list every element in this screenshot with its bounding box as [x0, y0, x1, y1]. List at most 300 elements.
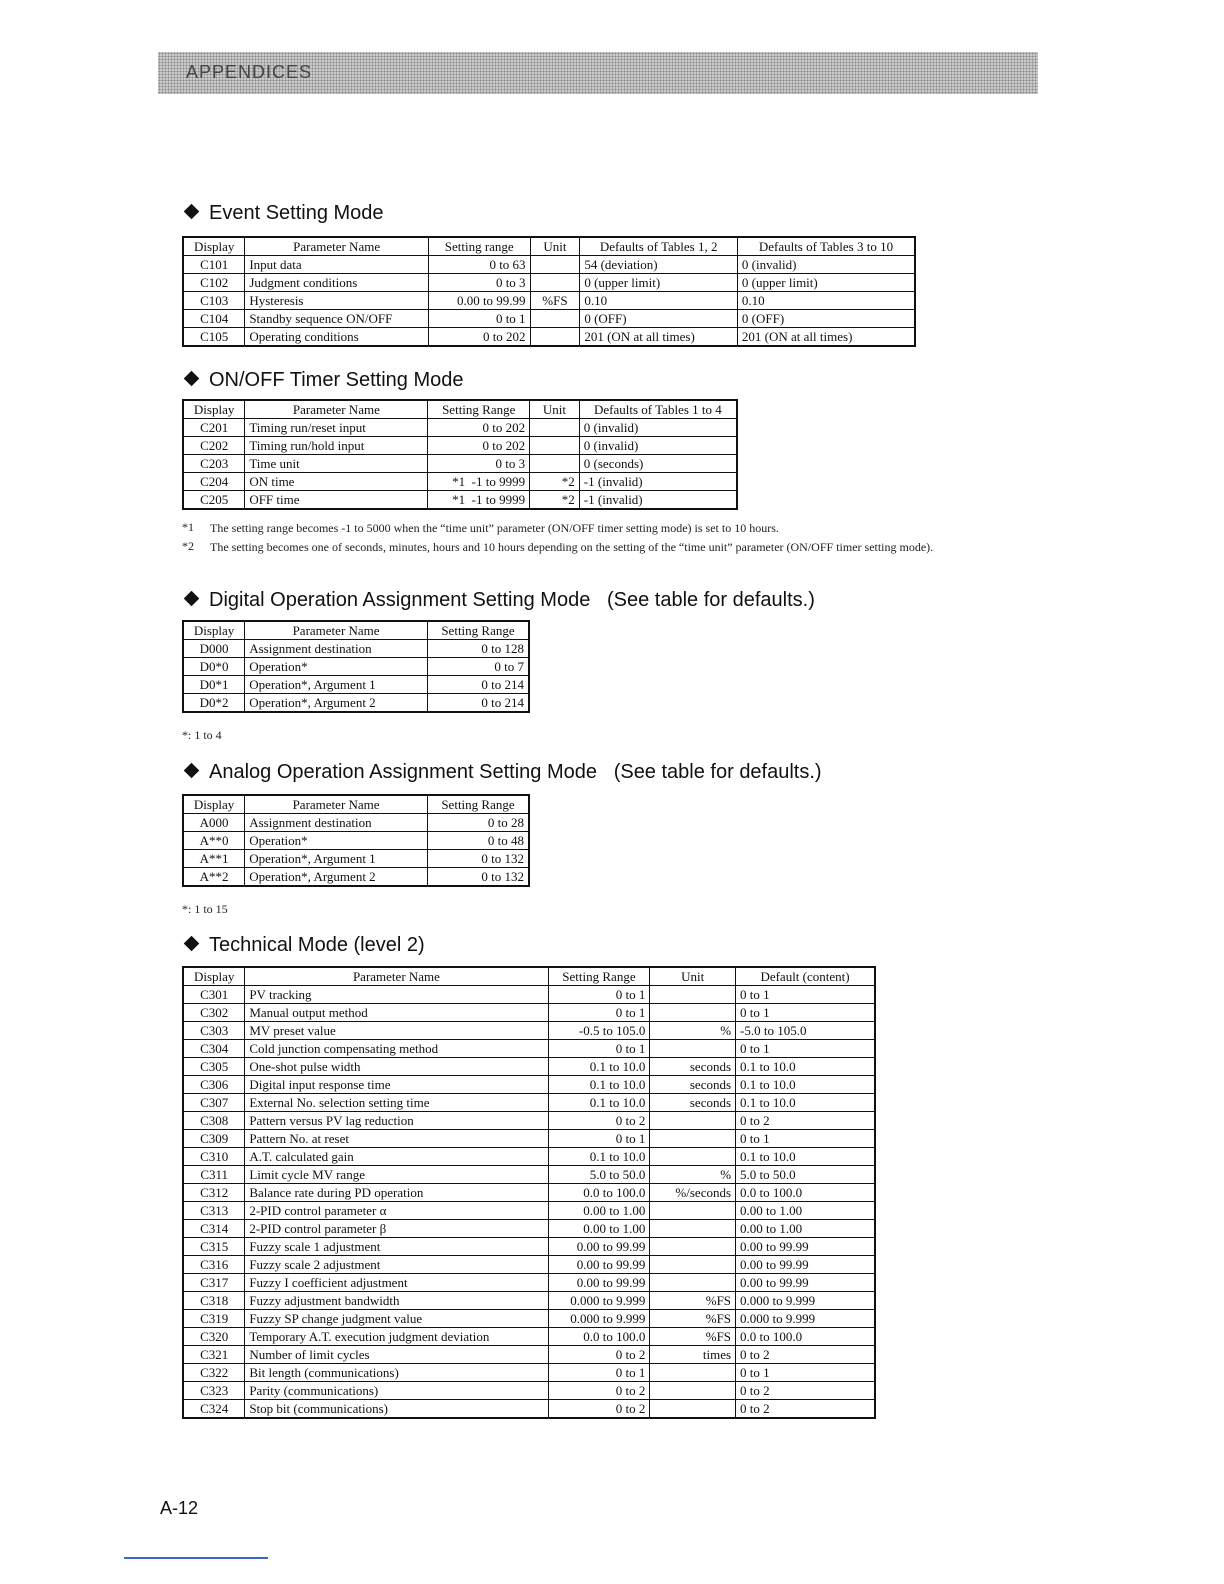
table-cell: 0 to 1 — [548, 1130, 650, 1148]
table-cell: 0 (upper limit) — [737, 274, 915, 292]
timer-section-title — [182, 369, 464, 392]
table-cell: *1 -1 to 9999 — [428, 491, 530, 510]
table-cell: 0 to 2 — [736, 1112, 875, 1130]
table-row — [183, 814, 529, 832]
table-cell: 0 (invalid) — [579, 437, 737, 455]
table-cell: C301 — [183, 986, 245, 1004]
table-cell: C205 — [183, 491, 245, 510]
table-cell: C319 — [183, 1310, 245, 1328]
digital-title-text: Digital Operation Assignment Setting Mode (See table for defaults.) — [209, 589, 815, 611]
table-cell: 0 to 202 — [428, 328, 530, 347]
table-cell: 0 to 214 — [427, 676, 529, 694]
table-row — [183, 676, 529, 694]
digital-assignment-table — [182, 620, 530, 713]
table-cell: *1 -1 to 9999 — [428, 473, 530, 491]
table-cell: 0 (seconds) — [579, 455, 737, 473]
table-cell: A**0 — [183, 832, 245, 850]
footnote-text: The setting range becomes -1 to 5000 when the “time unit” parameter (ON/OFF timer setting mode) is set to 10 hours. — [210, 521, 779, 535]
analog-note: *: 1 to 15 — [182, 902, 228, 916]
table-cell: 0.1 to 10.0 — [736, 1094, 875, 1112]
table-cell: 0 to 132 — [427, 850, 529, 868]
event-title-text: Event Setting Mode — [209, 202, 384, 224]
footnote-mark: *2 — [182, 539, 194, 553]
table-cell: 0 (invalid) — [737, 256, 915, 274]
table-row — [183, 1274, 875, 1292]
table-cell: A.T. calculated gain — [245, 1148, 548, 1166]
table-cell: %FS — [530, 292, 580, 310]
table-cell: 0 to 2 — [736, 1382, 875, 1400]
table-cell: 0.1 to 10.0 — [548, 1076, 650, 1094]
table-cell: 0 to 1 — [736, 1040, 875, 1058]
table-cell: 0.00 to 1.00 — [736, 1220, 875, 1238]
table-cell: 201 (ON at all times) — [737, 328, 915, 347]
table-row — [183, 1256, 875, 1274]
table-cell: 2-PID control parameter α — [245, 1202, 548, 1220]
table-cell: 0.000 to 9.999 — [548, 1292, 650, 1310]
table-cell: Operation* — [245, 832, 428, 850]
table-cell: C203 — [183, 455, 245, 473]
table-cell: Pattern versus PV lag reduction — [245, 1112, 548, 1130]
table-cell: -1 (invalid) — [579, 473, 737, 491]
header-row — [183, 237, 915, 256]
table-row — [183, 1004, 875, 1022]
event-section-title — [182, 202, 384, 225]
table-cell: D0*2 — [183, 694, 245, 713]
table-cell: C311 — [183, 1166, 245, 1184]
table-cell — [650, 1364, 736, 1382]
table-row — [183, 274, 915, 292]
table-cell: C308 — [183, 1112, 245, 1130]
bottom-divider — [124, 1557, 268, 1559]
table-cell: 0 to 7 — [427, 658, 529, 676]
table-cell: 54 (deviation) — [580, 256, 738, 274]
table-cell: 201 (ON at all times) — [580, 328, 738, 347]
table-row — [183, 419, 737, 437]
table-cell: 0 to 2 — [736, 1400, 875, 1419]
column-header: Display — [183, 795, 245, 814]
table-cell — [650, 1256, 736, 1274]
table-cell: 5.0 to 50.0 — [736, 1166, 875, 1184]
table-cell: -5.0 to 105.0 — [736, 1022, 875, 1040]
table-cell: C303 — [183, 1022, 245, 1040]
table-row — [183, 328, 915, 347]
technical-mode-table — [182, 966, 876, 1419]
table-cell: *2 — [530, 473, 580, 491]
diamond-bullet-icon — [184, 591, 200, 607]
table-cell: C204 — [183, 473, 245, 491]
table-cell: 0 to 1 — [736, 1004, 875, 1022]
table-row — [183, 1400, 875, 1419]
table-cell: 0.1 to 10.0 — [548, 1058, 650, 1076]
table-cell: 0.0 to 100.0 — [736, 1184, 875, 1202]
table-cell: C317 — [183, 1274, 245, 1292]
table-cell: C105 — [183, 328, 245, 347]
table-cell — [530, 328, 580, 347]
table-row — [183, 868, 529, 887]
table-row — [183, 473, 737, 491]
table-cell — [650, 1382, 736, 1400]
table-cell — [650, 1040, 736, 1058]
table-cell: 0.10 — [580, 292, 738, 310]
table-cell: 0 (upper limit) — [580, 274, 738, 292]
table-cell: MV preset value — [245, 1022, 548, 1040]
table-cell: 5.0 to 50.0 — [548, 1166, 650, 1184]
table-cell — [650, 1202, 736, 1220]
table-cell: 0 to 1 — [736, 986, 875, 1004]
table-cell: seconds — [650, 1058, 736, 1076]
table-cell: 0.0 to 100.0 — [548, 1184, 650, 1202]
footnote-mark: *1 — [182, 520, 194, 534]
table-cell — [530, 437, 580, 455]
column-header: Display — [183, 237, 245, 256]
table-cell: 0.1 to 10.0 — [548, 1094, 650, 1112]
table-cell: Stop bit (communications) — [245, 1400, 548, 1419]
table-cell: OFF time — [245, 491, 428, 510]
table-row — [183, 850, 529, 868]
header-row — [183, 400, 737, 419]
table-cell: 0 (invalid) — [579, 419, 737, 437]
table-row — [183, 1130, 875, 1148]
column-header: Display — [183, 400, 245, 419]
table-cell: 0.000 to 9.999 — [548, 1310, 650, 1328]
table-cell: C324 — [183, 1400, 245, 1419]
table-cell: Judgment conditions — [245, 274, 429, 292]
table-cell: Manual output method — [245, 1004, 548, 1022]
column-header: Setting range — [428, 237, 530, 256]
table-cell: Operation*, Argument 1 — [245, 850, 428, 868]
digital-section-title — [182, 589, 815, 612]
timer-setting-table — [182, 399, 738, 510]
table-cell: Timing run/hold input — [245, 437, 428, 455]
table-cell: 0 to 214 — [427, 694, 529, 713]
table-cell: 0 to 1 — [736, 1130, 875, 1148]
table-row — [183, 310, 915, 328]
table-cell: Fuzzy scale 2 adjustment — [245, 1256, 548, 1274]
table-cell: %/seconds — [650, 1184, 736, 1202]
table-row — [183, 986, 875, 1004]
column-header: Display — [183, 967, 245, 986]
table-row — [183, 658, 529, 676]
table-row — [183, 1166, 875, 1184]
table-cell: C315 — [183, 1238, 245, 1256]
analog-section-title — [182, 761, 822, 784]
table-row — [183, 1022, 875, 1040]
table-row — [183, 491, 737, 510]
table-cell: Digital input response time — [245, 1076, 548, 1094]
table-cell: C103 — [183, 292, 245, 310]
column-header: Parameter Name — [245, 795, 428, 814]
table-row — [183, 1184, 875, 1202]
table-cell: 0 to 2 — [548, 1346, 650, 1364]
table-cell: C314 — [183, 1220, 245, 1238]
technical-title-text: Technical Mode (level 2) — [209, 934, 425, 956]
table-row — [183, 437, 737, 455]
header-bar — [158, 52, 1038, 94]
table-cell — [650, 1220, 736, 1238]
diamond-bullet-icon — [184, 204, 200, 220]
table-cell: Limit cycle MV range — [245, 1166, 548, 1184]
table-cell: 0.00 to 99.99 — [736, 1256, 875, 1274]
table-cell: Operation*, Argument 2 — [245, 694, 428, 713]
table-cell: C313 — [183, 1202, 245, 1220]
table-row — [183, 1094, 875, 1112]
header-label: APPENDICES — [186, 62, 313, 82]
table-cell — [530, 455, 580, 473]
header-row — [183, 967, 875, 986]
table-cell — [650, 1130, 736, 1148]
table-row — [183, 1364, 875, 1382]
table-cell: Operation* — [245, 658, 428, 676]
table-cell: Operating conditions — [245, 328, 429, 347]
table-row — [183, 1382, 875, 1400]
digital-note: *: 1 to 4 — [182, 728, 222, 742]
column-header: Setting Range — [428, 400, 530, 419]
table-cell: A000 — [183, 814, 245, 832]
column-header: Defaults of Tables 1, 2 — [580, 237, 738, 256]
diamond-bullet-icon — [184, 763, 200, 779]
table-cell: 0 (OFF) — [737, 310, 915, 328]
table-cell: 0 to 1 — [548, 986, 650, 1004]
table-cell: C318 — [183, 1292, 245, 1310]
table-cell: Cold junction compensating method — [245, 1040, 548, 1058]
table-cell: %FS — [650, 1292, 736, 1310]
table-cell: C322 — [183, 1364, 245, 1382]
table-cell: One-shot pulse width — [245, 1058, 548, 1076]
table-cell: 0.0 to 100.0 — [548, 1328, 650, 1346]
analog-assignment-table — [182, 794, 530, 887]
table-cell: 0 to 1 — [548, 1364, 650, 1382]
table-cell: Bit length (communications) — [245, 1364, 548, 1382]
column-header: Display — [183, 621, 245, 640]
table-cell — [530, 274, 580, 292]
column-header: Setting Range — [427, 621, 529, 640]
table-cell — [650, 986, 736, 1004]
table-cell: A**2 — [183, 868, 245, 887]
table-cell: 0 to 1 — [736, 1364, 875, 1382]
table-cell: Pattern No. at reset — [245, 1130, 548, 1148]
timer-title-text: ON/OFF Timer Setting Mode — [209, 369, 464, 391]
table-cell: D0*1 — [183, 676, 245, 694]
table-cell: 0.10 — [737, 292, 915, 310]
header-row — [183, 795, 529, 814]
table-cell: 0 to 1 — [428, 310, 530, 328]
table-cell: D0*0 — [183, 658, 245, 676]
table-cell: Parity (communications) — [245, 1382, 548, 1400]
table-cell: C101 — [183, 256, 245, 274]
table-cell: 2-PID control parameter β — [245, 1220, 548, 1238]
table-row — [183, 256, 915, 274]
header-row — [183, 621, 529, 640]
table-row — [183, 1292, 875, 1310]
table-cell: Time unit — [245, 455, 428, 473]
table-cell: 0 to 202 — [428, 437, 530, 455]
table-row — [183, 1346, 875, 1364]
table-cell: 0.00 to 99.99 — [428, 292, 530, 310]
table-cell: Balance rate during PD operation — [245, 1184, 548, 1202]
table-cell: 0.00 to 1.00 — [548, 1220, 650, 1238]
table-cell: 0.00 to 99.99 — [548, 1256, 650, 1274]
table-cell: 0 to 3 — [428, 455, 530, 473]
table-row — [183, 1040, 875, 1058]
table-cell: A**1 — [183, 850, 245, 868]
table-cell: Assignment destination — [245, 814, 428, 832]
table-cell: C321 — [183, 1346, 245, 1364]
table-cell: 0 to 2 — [736, 1346, 875, 1364]
table-cell: Fuzzy SP change judgment value — [245, 1310, 548, 1328]
table-cell: 0.1 to 10.0 — [736, 1076, 875, 1094]
table-cell: 0 (OFF) — [580, 310, 738, 328]
table-row — [183, 1058, 875, 1076]
table-cell: Hysteresis — [245, 292, 429, 310]
diamond-bullet-icon — [184, 936, 200, 952]
table-row — [183, 1238, 875, 1256]
table-cell: C309 — [183, 1130, 245, 1148]
table-cell: % — [650, 1022, 736, 1040]
table-cell: 0 to 132 — [427, 868, 529, 887]
table-cell: 0 to 202 — [428, 419, 530, 437]
column-header: Defaults of Tables 3 to 10 — [737, 237, 915, 256]
table-row — [183, 455, 737, 473]
column-header: Parameter Name — [245, 400, 428, 419]
table-cell: 0.0 to 100.0 — [736, 1328, 875, 1346]
table-cell: seconds — [650, 1076, 736, 1094]
table-cell: 0 to 128 — [427, 640, 529, 658]
table-cell: Standby sequence ON/OFF — [245, 310, 429, 328]
table-cell: C202 — [183, 437, 245, 455]
table-cell: *2 — [530, 491, 580, 510]
table-cell: C102 — [183, 274, 245, 292]
column-header: Unit — [530, 237, 580, 256]
table-cell: C302 — [183, 1004, 245, 1022]
table-cell: C306 — [183, 1076, 245, 1094]
column-header: Unit — [530, 400, 580, 419]
table-row — [183, 1328, 875, 1346]
table-cell: Operation*, Argument 2 — [245, 868, 428, 887]
table-cell: 0 to 2 — [548, 1382, 650, 1400]
table-cell: 0 to 1 — [548, 1004, 650, 1022]
table-row — [183, 292, 915, 310]
table-cell — [530, 310, 580, 328]
table-row — [183, 694, 529, 713]
table-cell: %FS — [650, 1328, 736, 1346]
table-row — [183, 1310, 875, 1328]
table-cell: 0 to 3 — [428, 274, 530, 292]
column-header: Defaults of Tables 1 to 4 — [579, 400, 737, 419]
table-cell: C201 — [183, 419, 245, 437]
table-cell: %FS — [650, 1310, 736, 1328]
table-cell: D000 — [183, 640, 245, 658]
table-cell: % — [650, 1166, 736, 1184]
table-cell: C323 — [183, 1382, 245, 1400]
table-cell: 0 to 48 — [427, 832, 529, 850]
table-cell: Fuzzy I coefficient adjustment — [245, 1274, 548, 1292]
table-cell: Operation*, Argument 1 — [245, 676, 428, 694]
event-setting-table — [182, 236, 916, 347]
table-cell: -1 (invalid) — [579, 491, 737, 510]
column-header: Unit — [650, 967, 736, 986]
table-cell: C312 — [183, 1184, 245, 1202]
table-cell — [650, 1274, 736, 1292]
table-cell: PV tracking — [245, 986, 548, 1004]
column-header: Parameter Name — [245, 621, 428, 640]
table-row — [183, 1112, 875, 1130]
table-cell: Temporary A.T. execution judgment deviation — [245, 1328, 548, 1346]
table-cell — [530, 419, 580, 437]
table-cell — [650, 1238, 736, 1256]
table-cell — [650, 1148, 736, 1166]
table-cell: times — [650, 1346, 736, 1364]
table-cell: seconds — [650, 1094, 736, 1112]
table-cell: Assignment destination — [245, 640, 428, 658]
diamond-bullet-icon — [184, 371, 200, 387]
timer-footnote-2 — [182, 539, 1032, 575]
table-row — [183, 1076, 875, 1094]
table-cell: Fuzzy scale 1 adjustment — [245, 1238, 548, 1256]
table-cell: C316 — [183, 1256, 245, 1274]
table-cell: 0.1 to 10.0 — [548, 1148, 650, 1166]
table-cell: 0.00 to 99.99 — [548, 1238, 650, 1256]
table-row — [183, 1220, 875, 1238]
table-cell — [530, 256, 580, 274]
table-cell: 0.1 to 10.0 — [736, 1148, 875, 1166]
column-header: Parameter Name — [245, 967, 548, 986]
table-cell: Fuzzy adjustment bandwidth — [245, 1292, 548, 1310]
table-cell: C104 — [183, 310, 245, 328]
table-cell: Number of limit cycles — [245, 1346, 548, 1364]
table-cell: 0.00 to 99.99 — [736, 1238, 875, 1256]
table-cell: -0.5 to 105.0 — [548, 1022, 650, 1040]
table-cell: 0.00 to 1.00 — [548, 1202, 650, 1220]
page-number: A-12 — [160, 1498, 199, 1518]
table-row — [183, 640, 529, 658]
table-row — [183, 1148, 875, 1166]
table-cell: C304 — [183, 1040, 245, 1058]
table-cell: Timing run/reset input — [245, 419, 428, 437]
column-header: Default (content) — [736, 967, 875, 986]
table-cell: 0 to 2 — [548, 1400, 650, 1419]
table-cell: C305 — [183, 1058, 245, 1076]
table-cell — [650, 1004, 736, 1022]
table-cell: 0.1 to 10.0 — [736, 1058, 875, 1076]
table-cell: 0.000 to 9.999 — [736, 1292, 875, 1310]
table-row — [183, 1202, 875, 1220]
table-cell: ON time — [245, 473, 428, 491]
table-cell: 0 to 63 — [428, 256, 530, 274]
timer-footnote-1 — [182, 520, 1032, 538]
table-cell — [650, 1400, 736, 1419]
table-cell — [650, 1112, 736, 1130]
table-cell: 0.00 to 99.99 — [548, 1274, 650, 1292]
table-cell: 0.00 to 99.99 — [736, 1274, 875, 1292]
table-cell: 0 to 2 — [548, 1112, 650, 1130]
column-header: Parameter Name — [245, 237, 429, 256]
table-cell: C320 — [183, 1328, 245, 1346]
column-header: Setting Range — [427, 795, 529, 814]
table-cell: 0 to 28 — [427, 814, 529, 832]
footnote-text: The setting becomes one of seconds, minutes, hours and 10 hours depending on the setting of the “time unit” parameter (ON/OFF timer setting mode). — [210, 540, 934, 554]
table-cell: External No. selection setting time — [245, 1094, 548, 1112]
table-cell: C307 — [183, 1094, 245, 1112]
table-cell: Input data — [245, 256, 429, 274]
table-row — [183, 832, 529, 850]
table-cell: 0.000 to 9.999 — [736, 1310, 875, 1328]
table-cell: C310 — [183, 1148, 245, 1166]
table-cell: 0 to 1 — [548, 1040, 650, 1058]
column-header: Setting Range — [548, 967, 650, 986]
table-cell: 0.00 to 1.00 — [736, 1202, 875, 1220]
technical-section-title — [182, 934, 425, 957]
analog-title-text: Analog Operation Assignment Setting Mode (See table for defaults.) — [209, 761, 822, 783]
